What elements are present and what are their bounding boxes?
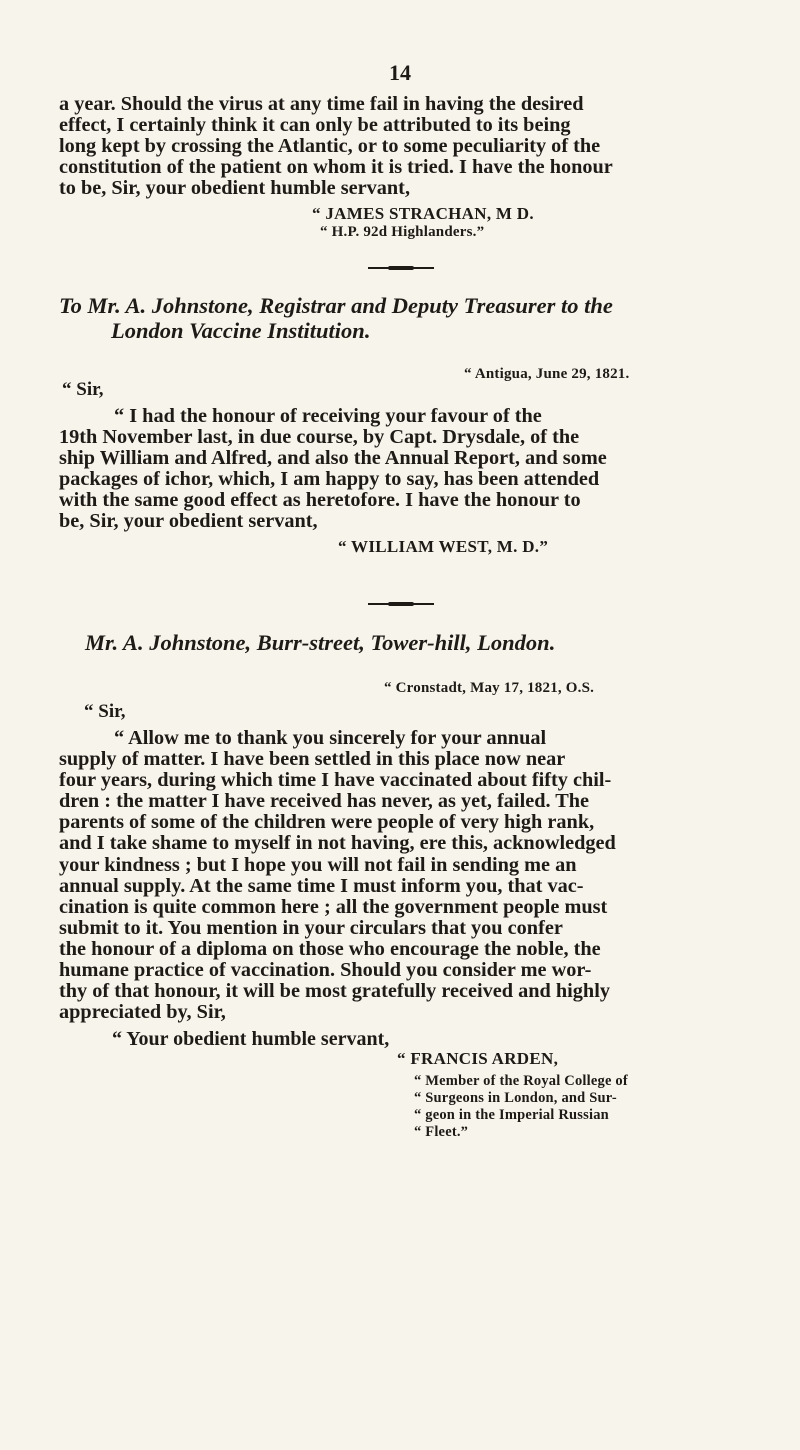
- text-line: the honour of a diploma on those who encourage the noble, the: [59, 937, 601, 960]
- letter3-body: [59, 728, 771, 1023]
- text-line: constitution of the patient on whom it is tried. I have the honour: [59, 156, 613, 179]
- text-line: to be, Sir, your obedient humble servant,: [59, 177, 411, 200]
- text-line: with the same good effect as heretofore. I have the honour to: [59, 489, 581, 512]
- text-line: submit to it. You mention in your circulars that you confer: [59, 916, 563, 939]
- text-line: a year. Should the virus at any time fail in having the desired: [59, 93, 584, 115]
- text-line: dren : the matter I have received has never, as yet, failed. The: [59, 790, 590, 813]
- letter3-salutation: “ Sir,: [84, 701, 126, 722]
- section-divider: [368, 603, 434, 605]
- text-line: appreciated by, Sir,: [59, 1001, 226, 1024]
- text-line: “ Allow me to thank you sincerely for your annual: [114, 727, 547, 749]
- text-line: and I take shame to myself in not having, ere this, acknowledged: [59, 832, 616, 855]
- letter1-signature-name: “ JAMES STRACHAN, M D.: [312, 204, 534, 223]
- signature-title-line: “ Member of the Royal College of: [414, 1073, 628, 1089]
- page-number: 14: [389, 60, 411, 85]
- text-line: supply of matter. I have been settled in this place now near: [59, 748, 566, 771]
- text-line: “ I had the honour of receiving your favour of the: [114, 405, 542, 427]
- letter3-signature-name: “ FRANCIS ARDEN,: [397, 1049, 559, 1068]
- section-divider: [368, 267, 434, 269]
- letter2-dateline: “ Antigua, June 29, 1821.: [464, 366, 630, 382]
- text-line: annual supply. At the same time I must inform you, that vac-: [59, 874, 584, 897]
- text-line: parents of some of the children were people of very high rank,: [59, 811, 595, 834]
- text-line: thy of that honour, it will be most gratefully received and highly: [59, 980, 610, 1003]
- letter3-dateline: “ Cronstadt, May 17, 1821, O.S.: [384, 680, 595, 696]
- letter3-closing: “ Your obedient humble servant,: [112, 1028, 390, 1050]
- letter1-body: [59, 94, 771, 199]
- text-line: four years, during which time I have vaccinated about fifty chil-: [59, 769, 612, 792]
- letter2-heading-line2: London Vaccine Institution.: [111, 318, 371, 343]
- text-line: cination is quite common here ; all the government people must: [59, 895, 608, 918]
- letter2-heading-line1: To Mr. A. Johnstone, Registrar and Deputy Treasurer to the: [59, 293, 613, 318]
- letter1-signature-title: “ H.P. 92d Highlanders.”: [320, 224, 485, 240]
- text-line: 19th November last, in due course, by Capt. Drysdale, of the: [59, 426, 580, 449]
- letter2-signature-name: “ WILLIAM WEST, M. D.”: [338, 537, 549, 556]
- text-line: packages of ichor, which, I am happy to say, has been attended: [59, 468, 600, 491]
- signature-title-line: “ geon in the Imperial Russian: [414, 1107, 609, 1123]
- letter2-salutation: “ Sir,: [62, 379, 104, 400]
- text-line: effect, I certainly think it can only be attributed to its being: [59, 114, 571, 137]
- text-line: long kept by crossing the Atlantic, or to some peculiarity of the: [59, 135, 601, 158]
- letter2-body: [59, 406, 771, 533]
- letter3-heading: Mr. A. Johnstone, Burr-street, Tower-hill, London.: [85, 630, 556, 655]
- signature-title-line: “ Surgeons in London, and Sur-: [414, 1090, 617, 1106]
- signature-title-line: “ Fleet.”: [414, 1124, 469, 1140]
- text-line: humane practice of vaccination. Should you consider me wor-: [59, 959, 592, 982]
- text-line: ship William and Alfred, and also the Annual Report, and some: [59, 447, 607, 470]
- letter3-signature-title: [414, 1073, 628, 1141]
- text-line: be, Sir, your obedient servant,: [59, 510, 318, 533]
- text-line: your kindness ; but I hope you will not fail in sending me an: [59, 853, 577, 876]
